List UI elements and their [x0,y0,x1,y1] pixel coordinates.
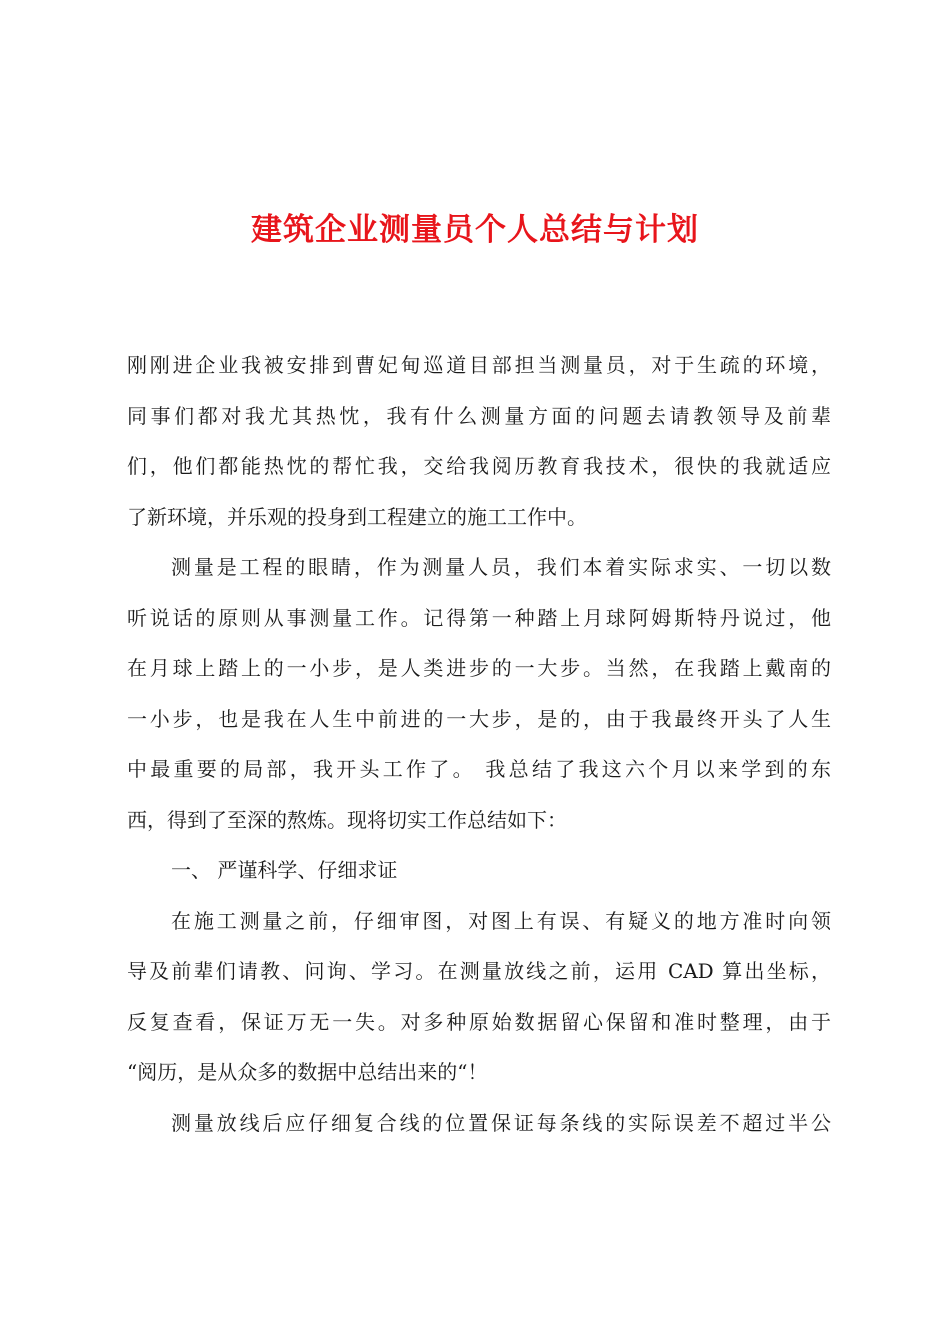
paragraph-line: 在施工测量之前，仔细审图，对图上有误、有疑义的地方准时向领 [171,908,831,933]
paragraph-line: 导及前辈们请教、问询、学习。在测量放线之前，运用 CAD 算出坐标， [127,959,831,983]
document-title: 建筑企业测量员个人总结与计划 [251,212,699,248]
document-body [127,340,831,1148]
paragraph-line: 反复查看，保证万无一失。对多种原始数据留心保留和准时整理，由于 [127,1009,831,1034]
paragraph-line: 测量是工程的眼睛，作为测量人员，我们本着实际求实、一切以数 [171,555,831,579]
paragraph-line: 测量放线后应仔细复合线的位置保证每条线的实际误差不超过半公 [171,1110,831,1135]
paragraph-line: 一小步，也是我在人生中前进的一大步，是的，由于我最终开头了人生 [127,706,831,731]
paragraph-line: 中最重要的局部，我开头工作了。 我总结了我这六个月以来学到的东 [127,757,831,781]
paragraph-line: 了新环境，并乐观的投身到工程建立的施工工作中。 [127,504,587,529]
paragraph-line: 刚刚进企业我被安排到曹妃甸巡道目部担当测量员，对于生疏的环境， [127,353,831,377]
paragraph-line: 们，他们都能热忱的帮忙我，交给我阅历教育我技术，很快的我就适应 [127,454,831,478]
paragraph-line: 在月球上踏上的一小步，是人类进步的一大步。当然，在我踏上戴南的 [127,656,831,680]
paragraph-line: “阅历，是从众多的数据中总结出来的“！ [127,1060,488,1084]
paragraph-line: 听说话的原则从事测量工作。记得第一种踏上月球阿姆斯特丹说过，他 [127,605,831,630]
paragraph-line: 同事们都对我尤其热忱，我有什么测量方面的问题去请教领导及前辈 [127,403,831,428]
section-heading: 一、 严谨科学、仔细求证 [171,858,398,882]
paragraph-line: 西，得到了至深的熬炼。现将切实工作总结如下： [127,807,567,832]
